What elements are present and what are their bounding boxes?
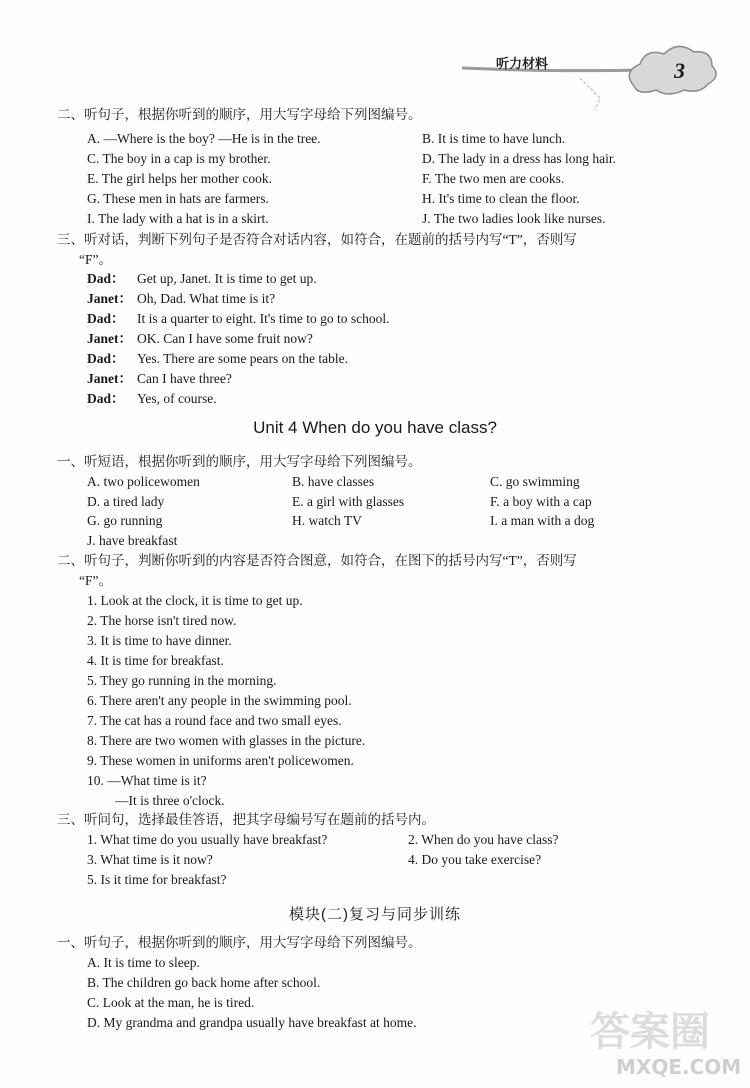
list-item: 3. What time is it now? [87,852,213,867]
list-item: J. The two ladies look like nurses. [422,211,606,226]
list-item: G. go running [87,513,163,528]
list-item: 9. These women in uniforms aren't policewomen. [87,753,354,768]
list-item: 3. It is time to have dinner. [87,633,232,648]
list-item: A. —Where is the boy? —He is in the tree. [87,131,321,146]
list-item: H. watch TV [292,513,362,528]
section-heading: 二、听句子，根据你听到的顺序，用大写字母给下列图编号。 [57,107,422,122]
section-heading-cont: “F”。 [79,573,112,588]
list-item: E. a girl with glasses [292,494,405,509]
list-item: 4. Do you take exercise? [408,852,542,867]
watermark-logo: 答案圈 [590,1009,710,1055]
list-item: D. The lady in a dress has long hair. [422,151,616,166]
dialogue-text: Get up, Janet. It is time to get up. [137,271,317,286]
list-item: 7. The cat has a round face and two small eyes. [87,713,342,728]
watermark-url: MXQE.COM [616,1055,742,1079]
dialogue-speaker: Dad： [87,351,125,366]
section-heading: 一、听句子，根据你听到的顺序，用大写字母给下列图编号。 [57,935,422,950]
section-heading: 三、听问句，选择最佳答语，把其字母编号写在题前的括号内。 [57,812,435,827]
list-item: A. two policewomen [87,474,200,489]
list-item: F. a boy with a cap [490,494,592,509]
list-item: I. The lady with a hat is in a skirt. [87,211,269,226]
list-item: 5. They go running in the morning. [87,673,277,688]
list-item: 5. Is it time for breakfast? [87,872,227,887]
dialogue-speaker: Janet： [87,331,132,346]
dialogue-speaker: Dad： [87,391,125,406]
section-heading-cont: “F”。 [79,252,112,267]
dialogue-text: OK. Can I have some fruit now? [137,331,313,346]
dialogue-speaker: Janet： [87,291,132,306]
list-item: B. The children go back home after school. [87,975,321,990]
section-heading: 三、听对话，判断下列句子是否符合对话内容，如符合，在题前的括号内写“T”，否则写 [57,232,577,247]
dialogue-text: Oh, Dad. What time is it? [137,291,276,306]
section-heading: 一、听短语，根据你听到的顺序，用大写字母给下列图编号。 [57,454,422,469]
list-item: 6. There aren't any people in the swimming pool. [87,693,352,708]
section-heading: 二、听句子，判断你听到的内容是否符合图意，如符合，在图下的括号内写“T”，否则写 [57,553,577,568]
list-item: G. These men in hats are farmers. [87,191,269,206]
list-item: 1. What time do you usually have breakfast? [87,832,328,847]
list-item-cont: —It is three o'clock. [115,793,225,808]
list-item: 4. It is time for breakfast. [87,653,224,668]
module-title: 模块(二)复习与同步训练 [289,906,461,923]
dialogue-text: Can I have three? [137,371,232,386]
dialogue-text: It is a quarter to eight. It's time to go to school. [137,311,390,326]
list-item: 1. Look at the clock, it is time to get up. [87,593,303,608]
dialogue-text: Yes. There are some pears on the table. [137,351,348,366]
list-item: 2. When do you have class? [408,832,559,847]
list-item: J. have breakfast [87,533,178,548]
list-item: D. a tired lady [87,494,165,509]
list-item: A. It is time to sleep. [87,955,200,970]
list-item: C. The boy in a cap is my brother. [87,151,271,166]
header-label: 听力材料 [496,57,549,72]
header-decoration [0,0,750,110]
list-item: 2. The horse isn't tired now. [87,613,237,628]
unit-title: Unit 4 When do you have class? [253,418,497,437]
list-item: C. go swimming [490,474,580,489]
list-item: B. It is time to have lunch. [422,131,566,146]
list-item: I. a man with a dog [490,513,595,528]
dialogue-speaker: Dad： [87,271,125,286]
list-item: B. have classes [292,474,375,489]
dialogue-speaker: Dad： [87,311,125,326]
list-item: 10. —What time is it? [87,773,207,788]
dialogue-speaker: Janet： [87,371,132,386]
page-number: 3 [674,58,685,83]
list-item: F. The two men are cooks. [422,171,565,186]
dialogue-text: Yes, of course. [137,391,217,406]
list-item: D. My grandma and grandpa usually have breakfast at home. [87,1015,417,1030]
list-item: C. Look at the man, he is tired. [87,995,255,1010]
list-item: E. The girl helps her mother cook. [87,171,272,186]
list-item: 8. There are two women with glasses in the picture. [87,733,366,748]
list-item: H. It's time to clean the floor. [422,191,580,206]
